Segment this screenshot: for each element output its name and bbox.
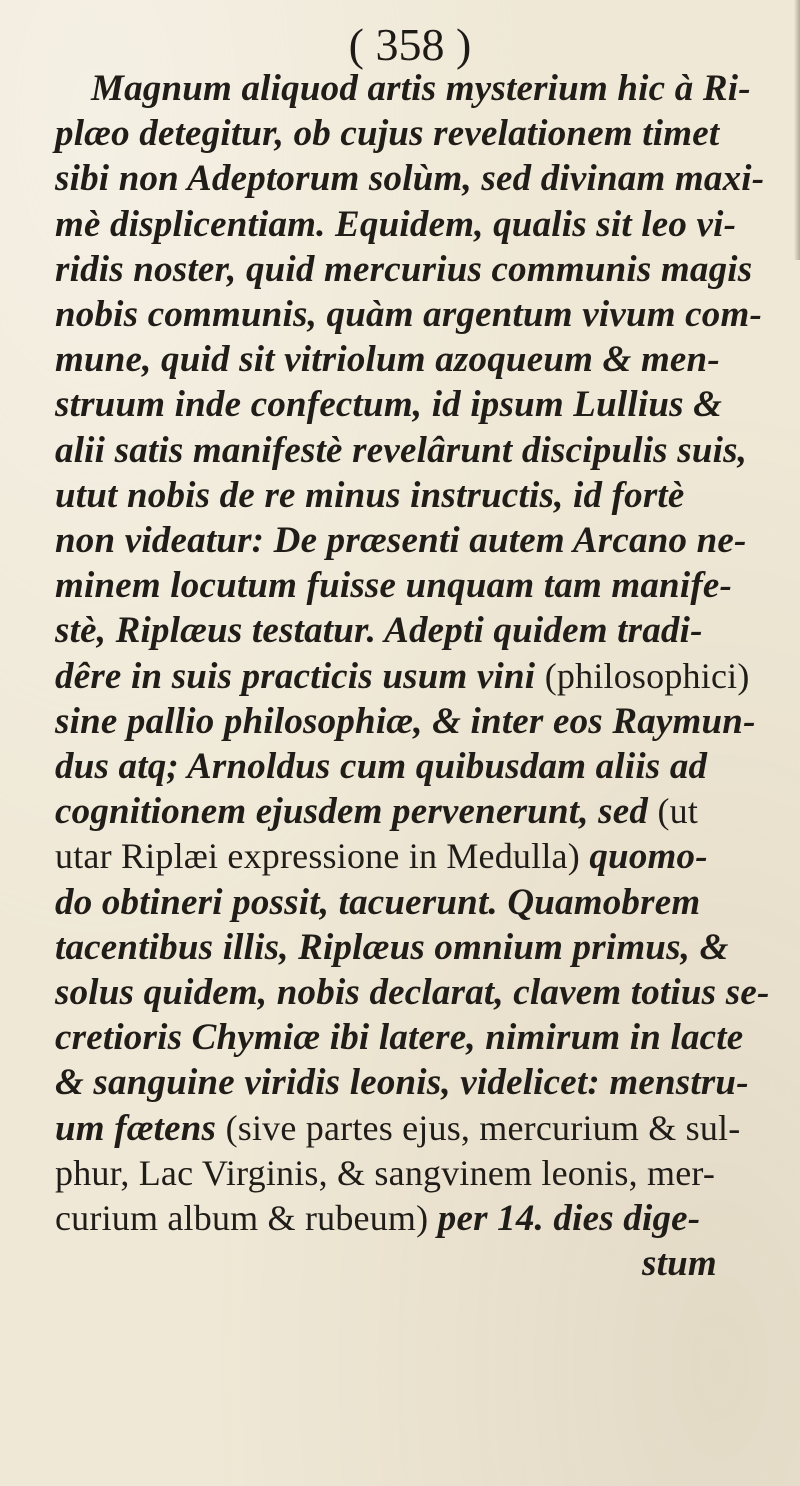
text-line — [55, 1106, 800, 1151]
italic-text-span: per 14. dies dige- — [428, 1198, 701, 1240]
text-line: stè, Riplæus testatur. Adepti quidem tradi- — [55, 610, 703, 652]
text-line — [55, 654, 800, 699]
text-line: non videatur: De præsenti autem Arcano ne- — [55, 520, 747, 562]
roman-text-span: curium album & rubeum) — [55, 1198, 429, 1239]
text-line: nobis communis, quàm argentum vivum com- — [55, 294, 762, 336]
text-line: solus quidem, nobis declarat, clavem totius se- — [55, 972, 770, 1014]
text-line: dus atq; Arnoldus cum quibusdam aliis ad — [55, 746, 708, 788]
text-line — [55, 789, 800, 834]
body-text — [55, 66, 800, 1286]
text-line: do obtineri possit, tacuerunt. Quamobrem — [55, 881, 701, 923]
italic-text-span: um fætens — [55, 1107, 226, 1149]
roman-text-span: (ut — [657, 791, 699, 832]
text-line — [55, 1196, 800, 1241]
text-line: mune, quid sit vitriolum azoqueum & men- — [55, 339, 720, 381]
text-line: Magnum aliquod artis mysterium hic à Ri- — [91, 68, 751, 109]
text-line: utut nobis de re minus instructis, id fortè — [55, 474, 685, 516]
roman-text-span: (sive partes ejus, mercurium & sul- — [225, 1107, 741, 1148]
text-line: & sanguine viridis leonis, videlicet: menstru- — [55, 1062, 749, 1104]
text-line: tacentibus illis, Riplæus omnium primus, & — [55, 926, 729, 968]
text-line: plæo detegitur, ob cujus revelationem timet — [55, 113, 720, 155]
text-line — [55, 834, 800, 879]
italic-text-span: cognitionem ejusdem pervenerunt, sed — [55, 791, 658, 833]
page-number: ( 358 ) — [348, 19, 472, 70]
roman-text-span: phur, Lac Virginis, & sangvinem leonis, mer- — [55, 1152, 716, 1193]
text-line: minem locutum fuisse unquam tam manife- — [55, 565, 732, 607]
text-line — [55, 1151, 800, 1196]
text-line: sibi non Adeptorum solùm, sed divinam maxi- — [55, 158, 765, 200]
roman-text-span: utar Riplæi expressione in Medulla) — [55, 836, 580, 877]
text-line: alii satis manifestè revelârunt discipulis suis, — [55, 429, 748, 471]
text-line: cretioris Chymiæ ibi latere, nimirum in lacte — [55, 1017, 744, 1059]
roman-text-span: (philosophici) — [544, 655, 750, 696]
text-line: ridis noster, quid mercurius communis magis — [55, 248, 753, 290]
text-line: mè displicentiam. Equidem, qualis sit leo vi- — [55, 203, 737, 245]
text-line: sine pallio philosophiæ, & inter eos Raymun- — [55, 700, 756, 742]
italic-text-span: quomo- — [579, 836, 708, 878]
catchword: stum — [642, 1243, 717, 1285]
text-line: struum inde confectum, id ipsum Lullius & — [55, 384, 723, 426]
italic-text-span: dêre in suis practicis usum vini — [55, 655, 545, 697]
